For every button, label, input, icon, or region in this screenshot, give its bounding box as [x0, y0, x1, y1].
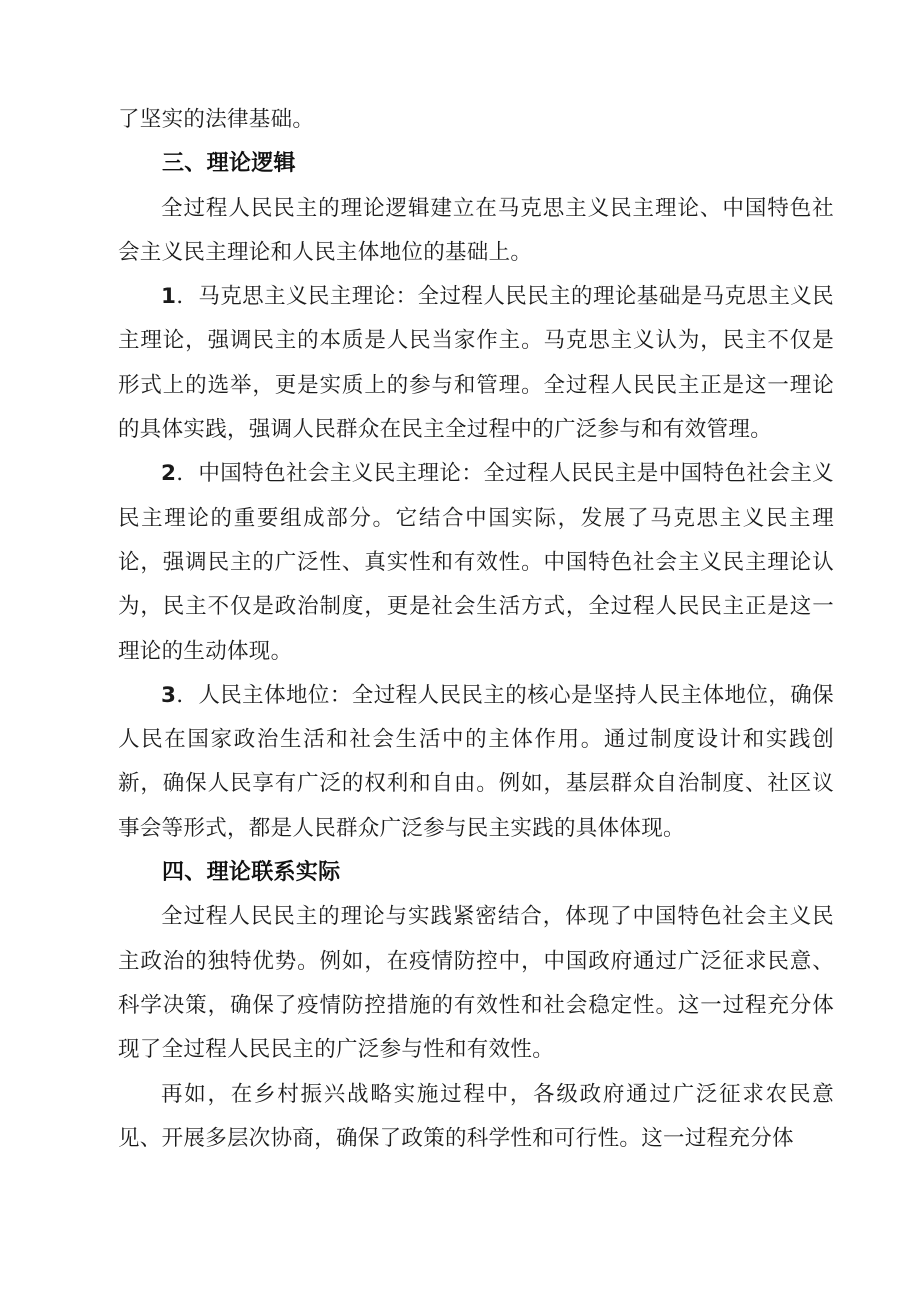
paragraph-practice: 全过程人民民主的理论与实践紧密结合，体现了中国特色社会主义民主政治的独特优势。例如，在疫情防控中，中国政府通过广泛征求民意、科学决策，确保了疫情防控措施的有效性和社会稳定性。这一过程充分体现了全过程人民民主的广泛参与性和有效性。 [118, 904, 834, 1063]
item-text-3: ．人民主体地位：全过程人民民主的核心是坚持人民主体地位，确保人民在国家政治生活和社会生活中的主体作用。通过制度设计和实践创新，确保人民享有广泛的权利和自由。例如，基层群众自治制度、社区议事会等形式，都是人民群众广泛参与民主实践的具体体现。 [118, 682, 834, 841]
paragraph-example: 再如，在乡村振兴战略实施过程中，各级政府通过广泛征求农民意见、开展多层次协商，确保了政策的科学性和可行性。这一过程充分体 [118, 1081, 834, 1151]
paragraph-item-3 [118, 674, 834, 851]
document-page [118, 98, 834, 1161]
item-number-2: 2 [161, 461, 177, 487]
item-text-2: ．中国特色社会主义民主理论：全过程人民民主是中国特色社会主义民主理论的重要组成部分。它结合中国实际，发展了马克思主义民主理论，强调民主的广泛性、真实性和有效性。中国特色社会主义民主理论认为，民主不仅是政治制度，更是社会生活方式，全过程人民民主正是这一理论的生动体现。 [118, 461, 834, 664]
item-number-1: 1 [161, 284, 177, 310]
section-heading-3: 三、理论逻辑 [162, 151, 296, 177]
paragraph-item-2 [118, 452, 834, 673]
section-heading-4: 四、理论联系实际 [162, 860, 341, 886]
paragraph-continued: 了坚实的法律基础。 [118, 107, 315, 132]
item-number-3: 3 [161, 682, 177, 708]
paragraph-intro: 全过程人民民主的理论逻辑建立在马克思主义民主理论、中国特色社会主义民主理论和人民主体地位的基础上。 [118, 195, 834, 265]
item-text-1: ．马克思主义民主理论：全过程人民民主的理论基础是马克思主义民主理论，强调民主的本质是人民当家作主。马克思主义认为，民主不仅是形式上的选举，更是实质上的参与和管理。全过程人民民主正是这一理论的具体实践，强调人民群众在民主全过程中的广泛参与和有效管理。 [118, 284, 834, 443]
paragraph-item-1 [118, 275, 834, 452]
